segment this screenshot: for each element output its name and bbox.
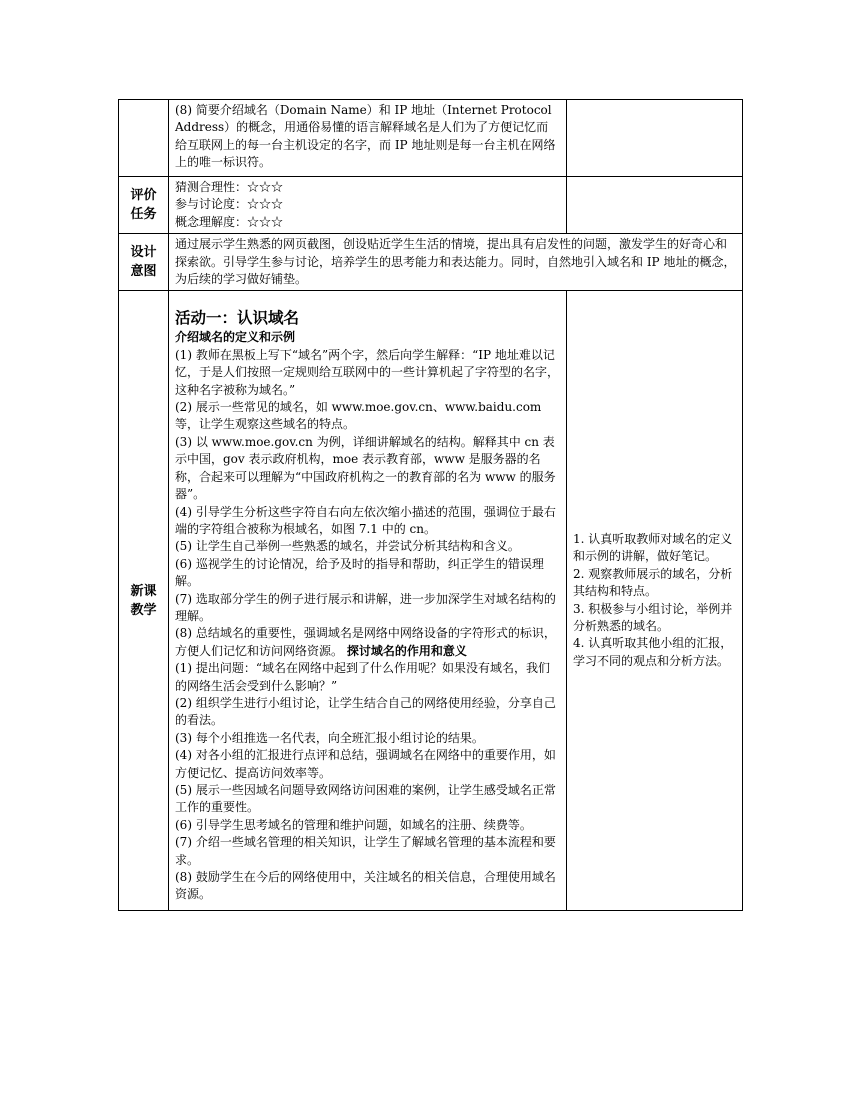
- student-item: 2. 观察教师展示的域名，分析其结构和特点。: [573, 566, 733, 599]
- design-content: [169, 234, 743, 291]
- lesson-label: 新课教学: [119, 291, 169, 910]
- section2-item: (8) 鼓励学生在今后的网络使用中，关注域名的相关信息，合理使用域名资源。: [175, 870, 556, 902]
- lesson-plan-table: [118, 99, 743, 911]
- section2-item: (3) 每个小组推选一名代表，向全班汇报小组讨论的结果。: [175, 730, 484, 745]
- section1-item: (8) 总结域名的重要性，强调域名是网络中网络设备的字符形式的标识，方便人们记忆和访问网络资源。: [175, 626, 556, 658]
- section2-item: (6) 引导学生思考域名的管理和维护问题，如域名的注册、续费等。: [175, 817, 532, 832]
- design-row: [119, 234, 743, 291]
- intro-label-cell: [119, 100, 169, 177]
- section1-title: 介绍域名的定义和示例: [175, 330, 296, 345]
- evaluation-item: 概念理解度：☆☆☆: [175, 214, 284, 229]
- lesson-content: [169, 291, 567, 910]
- evaluation-side-cell: [567, 177, 743, 234]
- section1-item: (3) 以 www.moe.gov.cn 为例，详细讲解域名的结构。解释其中 cn 表示中国，gov 表示政府机构，moe 表示教育部，www 是服务器的名称，合起来可以理解为“中国政府机构之一的教育部的名为 www 的服务器”。: [175, 434, 556, 502]
- section1-item: (2) 展示一些常见的域名，如 www.moe.gov.cn、www.baidu.com 等，让学生观察这些域名的特点。: [175, 400, 542, 432]
- section1-item: (5) 让学生自己举例一些熟悉的域名，并尝试分析其结构和含义。: [175, 539, 520, 554]
- section2-item: (1) 提出问题：“域名在网络中起到了什么作用呢？如果没有域名，我们的网络生活会受到什么影响？”: [175, 661, 550, 693]
- student-activity-cell: [567, 291, 743, 910]
- evaluation-content: [169, 177, 567, 234]
- lesson-row: [119, 291, 743, 910]
- section1-item: (4) 引导学生分析这些字符自右向左依次缩小描述的范围，强调位于最右端的字符组合被称为根域名，如图 7.1 中的 cn。: [175, 504, 556, 536]
- evaluation-item: 参与讨论度：☆☆☆: [175, 197, 284, 212]
- evaluation-label: 评价任务: [119, 177, 169, 234]
- section2-item: (7) 介绍一些域名管理的相关知识，让学生了解域名管理的基本流程和要求。: [175, 835, 556, 867]
- section1-item: (1) 教师在黑板上写下“域名”两个字，然后向学生解释：“IP 地址难以记忆，于是人们按照一定规则给互联网中的一些计算机起了字符型的名字，这种名字被称为域名。”: [175, 347, 560, 397]
- section1-item-with-heading: [175, 625, 560, 660]
- section2-title: 探讨域名的作用和意义: [346, 643, 467, 658]
- section1-item: (7) 选取部分学生的例子进行展示和讲解，进一步加深学生对域名结构的理解。: [175, 591, 556, 623]
- intro-item-8: (8) 简要介绍域名（Domain Name）和 IP 地址（Internet Protocol Address）的概念，用通俗易懂的语言解释域名是人们为了方便记忆而给互联网上的每一台主机设定的名字，而 IP 地址则是每一台主机在网络上的唯一标识符。: [175, 103, 556, 170]
- intro-content-cell: [169, 100, 567, 177]
- evaluation-row: [119, 177, 743, 234]
- section2-item: (4) 对各小组的汇报进行点评和总结，强调域名在网络中的重要作用，如方便记忆、提高访问效率等。: [175, 748, 556, 780]
- intro-side-cell: [567, 100, 743, 177]
- section2-item: (2) 组织学生进行小组讨论，让学生结合自己的网络使用经验，分享自己的看法。: [175, 695, 556, 728]
- design-text: 通过展示学生熟悉的网页截图，创设贴近学生生活的情境，提出具有启发性的问题，激发学生的好奇心和探索欲。引导学生参与讨论，培养学生的思考能力和表达能力。同时，自然地引入域名和 IP 地址的概念，为后续的学习做好铺垫。: [175, 237, 736, 287]
- activity-title: 活动一：认识域名: [175, 309, 300, 328]
- student-item: 1. 认真听取教师对域名的定义和示例的讲解，做好笔记。: [573, 532, 733, 564]
- design-label: 设计意图: [119, 234, 169, 291]
- student-item: 3. 积极参与小组讨论，举例并分析熟悉的域名。: [573, 601, 733, 634]
- student-item: 4. 认真听取其他小组的汇报，学习不同的观点和分析方法。: [573, 636, 733, 668]
- section1-item: (6) 巡视学生的讨论情况，给予及时的指导和帮助，纠正学生的错误理解。: [175, 556, 544, 589]
- section2-item: (5) 展示一些因域名问题导致网络访问困难的案例，让学生感受域名正常工作的重要性。: [175, 783, 556, 815]
- intro-row: [119, 100, 743, 177]
- evaluation-item: 猜测合理性：☆☆☆: [175, 180, 284, 194]
